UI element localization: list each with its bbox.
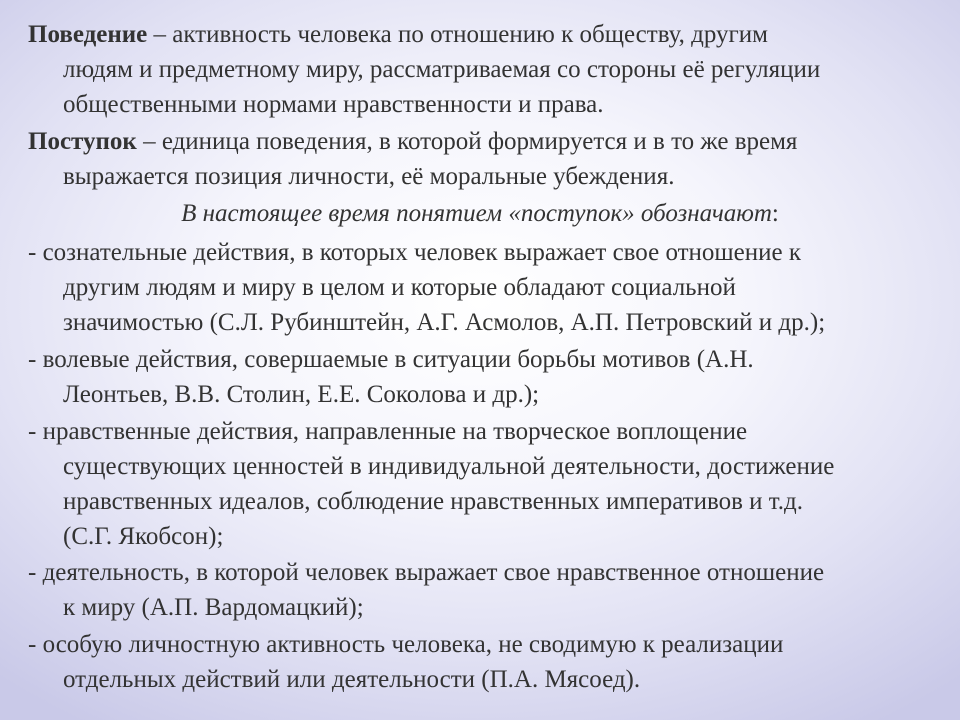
definition-first-line — [28, 17, 940, 52]
list-item-line: (С.Г. Якобсон); — [63, 523, 224, 550]
list-item-line: - волевые действия, совершаемые в ситуации борьбы мотивов (А.Н. — [28, 346, 754, 373]
list-item — [28, 414, 940, 554]
list-item — [28, 555, 940, 625]
definition-behavior — [28, 17, 940, 122]
list-item — [28, 627, 940, 697]
list-item-line: другим людям и миру в целом и которые обладают социальной — [63, 274, 736, 301]
definition-text: – единица поведения, в которой формируется и в то же время — [136, 128, 798, 155]
list-item-line: - сознательные действия, в которых человек выражает свое отношение к — [28, 239, 802, 266]
list-item-line: - особую личностную активность человека, не сводимую к реализации — [28, 631, 784, 658]
list-item-line: значимостью (С.Л. Рубинштейн, А.Г. Асмолов, А.П. Петровский и др.); — [63, 309, 826, 336]
list-item — [28, 342, 940, 412]
definition-text: – активность человека по отношению к обществу, другим — [147, 21, 768, 48]
definition-first-line — [28, 124, 940, 159]
list-item — [28, 235, 940, 340]
intro-colon: : — [771, 200, 779, 227]
list-item-line: к миру (А.П. Вардомацкий); — [63, 594, 364, 621]
list-item-line: существующих ценностей в индивидуальной деятельности, достижение — [63, 453, 835, 480]
definition-continuation: людям и предметному миру, рассматриваемая со стороны её регуляции — [63, 56, 821, 83]
term-act: Поступок — [28, 128, 137, 155]
definition-continuation: общественными нормами нравственности и права. — [63, 91, 604, 118]
list-item-line: - деятельность, в которой человек выражает свое нравственное отношение — [28, 559, 825, 586]
intro-text: В настоящее время понятием «поступок» обозначают — [181, 200, 772, 227]
definition-act — [28, 124, 940, 194]
definition-continuation: выражается позиция личности, её моральные убеждения. — [63, 163, 675, 190]
term-behavior: Поведение — [28, 21, 148, 48]
list-item-line: Леонтьев, В.В. Столин, Е.Е. Соколова и др.); — [63, 381, 540, 408]
intro-line — [0, 196, 960, 231]
list-item-line: нравственных идеалов, соблюдение нравственных императивов и т.д. — [63, 488, 804, 515]
list-item-line: отдельных действий или деятельности (П.А. Мясоед). — [63, 666, 641, 693]
list-item-line: - нравственные действия, направленные на творческое воплощение — [28, 418, 748, 445]
